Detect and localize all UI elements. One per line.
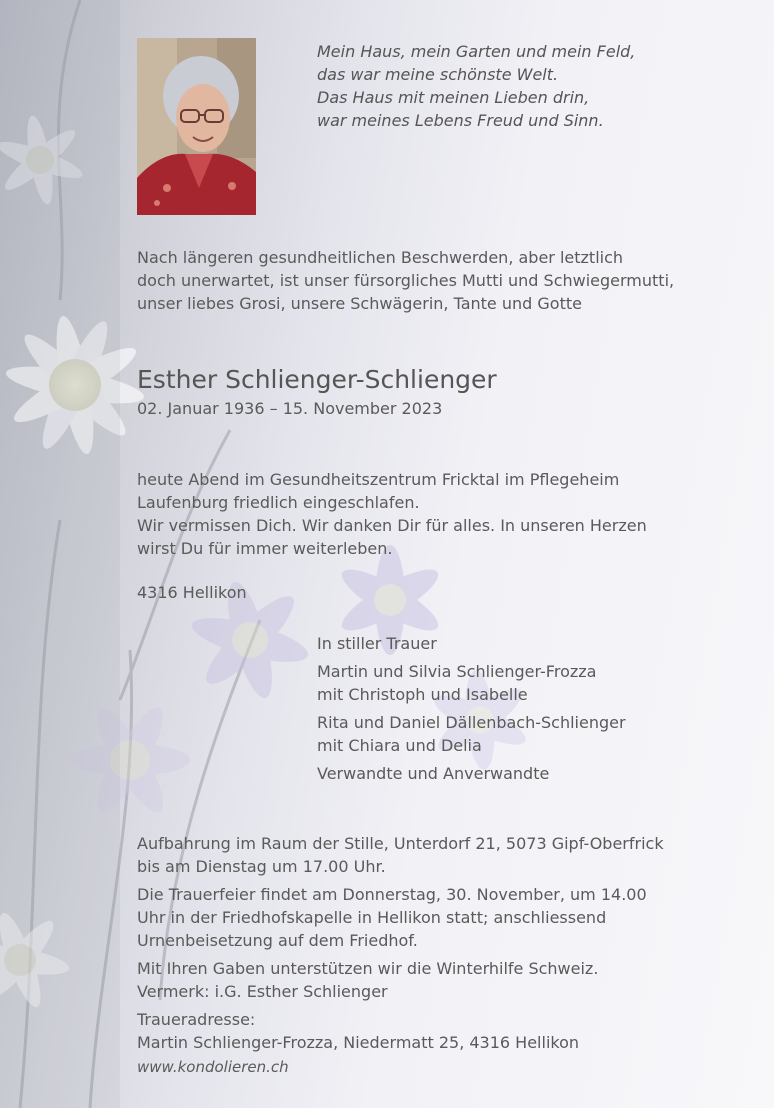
mourning-address [137,1008,664,1054]
message-line: Wir vermissen Dich. Wir danken Dir für alles. In unseren Herzen [137,516,647,535]
family-line: mit Christoph und Isabelle [317,685,528,704]
info-line: Die Trauerfeier findet am Donnerstag, 30. November, um 14.00 [137,885,647,904]
memorial-verse [317,40,635,132]
mourners-heading: In stiller Trauer [317,634,437,653]
funeral-info [137,883,664,952]
info-line: Aufbahrung im Raum der Stille, Unterdorf 21, 5073 Gipf-Oberfrick [137,834,664,853]
place: 4316 Hellikon [137,583,247,602]
mourners-list [317,632,626,785]
info-line: bis am Dienstag um 17.00 Uhr. [137,857,386,876]
message-line: heute Abend im Gesundheitszentrum Fricktal im Pflegeheim [137,470,620,489]
family-line: mit Chiara und Delia [317,736,482,755]
info-line: Urnenbeisetzung auf dem Friedhof. [137,931,418,950]
family-group [317,660,626,706]
family-group [317,711,626,757]
website-link[interactable]: www.kondolieren.ch [137,1058,289,1076]
info-line: Mit Ihren Gaben unterstützen wir die Winterhilfe Schweiz. [137,959,599,978]
message-line: wirst Du für immer weiterleben. [137,539,393,558]
info-line: Vermerk: i.G. Esther Schlienger [137,982,388,1001]
deceased-name: Esther Schlienger-Schlienger [137,365,497,394]
message-line: Laufenburg friedlich eingeschlafen. [137,493,420,512]
info-line: Martin Schlienger-Frozza, Niedermatt 25, 4316 Hellikon [137,1033,580,1052]
verse-line: das war meine schönste Welt. [317,65,559,84]
family-line: Martin und Silvia Schlienger-Frozza [317,662,597,681]
verse-line: Das Haus mit meinen Lieben drin, [317,88,590,107]
laying-out-info [137,832,664,878]
service-info [137,832,664,1059]
info-line: Uhr in der Friedhofskapelle in Hellikon statt; anschliessend [137,908,607,927]
intro-text [137,246,674,315]
verse-line: Mein Haus, mein Garten und mein Feld, [317,42,636,61]
donation-info [137,957,664,1003]
relatives-line: Verwandte und Anverwandte [317,764,550,783]
portrait-photo [137,38,256,215]
verse-line: war meines Lebens Freud und Sinn. [317,111,604,130]
intro-line: unser liebes Grosi, unsere Schwägerin, Tante und Gotte [137,294,582,313]
intro-line: doch unerwartet, ist unser fürsorgliches Mutti und Schwiegermutti, [137,271,675,290]
family-line: Rita und Daniel Dällenbach-Schlienger [317,713,626,732]
intro-line: Nach längeren gesundheitlichen Beschwerden, aber letztlich [137,248,624,267]
message-text [137,468,647,560]
info-line: Traueradresse: [137,1010,256,1029]
life-dates: 02. Januar 1936 – 15. November 2023 [137,399,443,418]
